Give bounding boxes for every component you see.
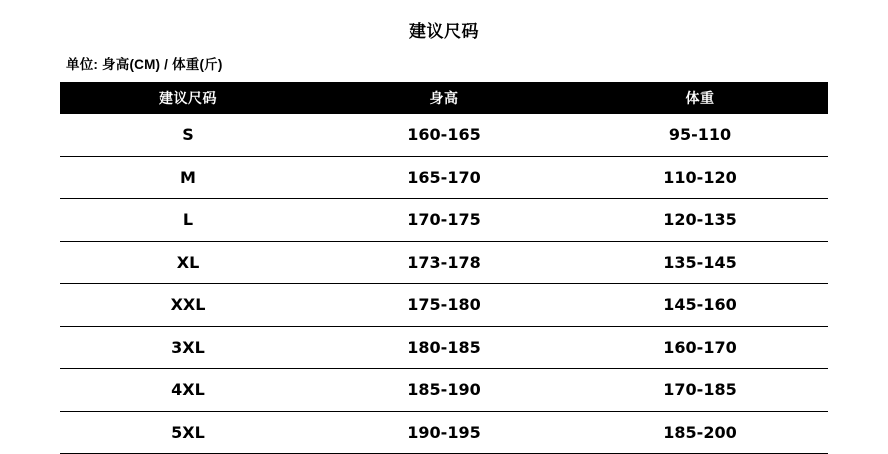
page-title: 建议尺码 [409,22,479,41]
cell-size: XL [60,241,316,284]
size-table [60,82,828,454]
table-row [60,199,828,242]
cell-size: L [60,199,316,242]
column-header-height: 身高 [316,82,572,114]
table-header-row [60,82,828,114]
cell-size: 4XL [60,369,316,412]
cell-weight: 160-170 [572,326,828,369]
column-header-size: 建议尺码 [60,82,316,114]
cell-height: 170-175 [316,199,572,242]
cell-weight: 170-185 [572,369,828,412]
table-row [60,156,828,199]
cell-height: 190-195 [316,411,572,454]
cell-size: S [60,114,316,156]
cell-weight: 95-110 [572,114,828,156]
cell-weight: 185-200 [572,411,828,454]
cell-height: 160-165 [316,114,572,156]
cell-weight: 135-145 [572,241,828,284]
table-row [60,284,828,327]
cell-size: 3XL [60,326,316,369]
cell-size: XXL [60,284,316,327]
unit-note: 单位: 身高(CM) / 体重(斤) [66,57,223,72]
cell-weight: 120-135 [572,199,828,242]
size-table-container [60,82,828,454]
cell-height: 175-180 [316,284,572,327]
cell-height: 173-178 [316,241,572,284]
table-row [60,241,828,284]
column-header-weight: 体重 [572,82,828,114]
cell-height: 185-190 [316,369,572,412]
table-row [60,411,828,454]
table-row [60,114,828,156]
table-row [60,326,828,369]
table-body [60,114,828,454]
table-header [60,82,828,114]
table-row [60,369,828,412]
cell-size: 5XL [60,411,316,454]
cell-height: 165-170 [316,156,572,199]
cell-weight: 110-120 [572,156,828,199]
cell-height: 180-185 [316,326,572,369]
cell-weight: 145-160 [572,284,828,327]
cell-size: M [60,156,316,199]
